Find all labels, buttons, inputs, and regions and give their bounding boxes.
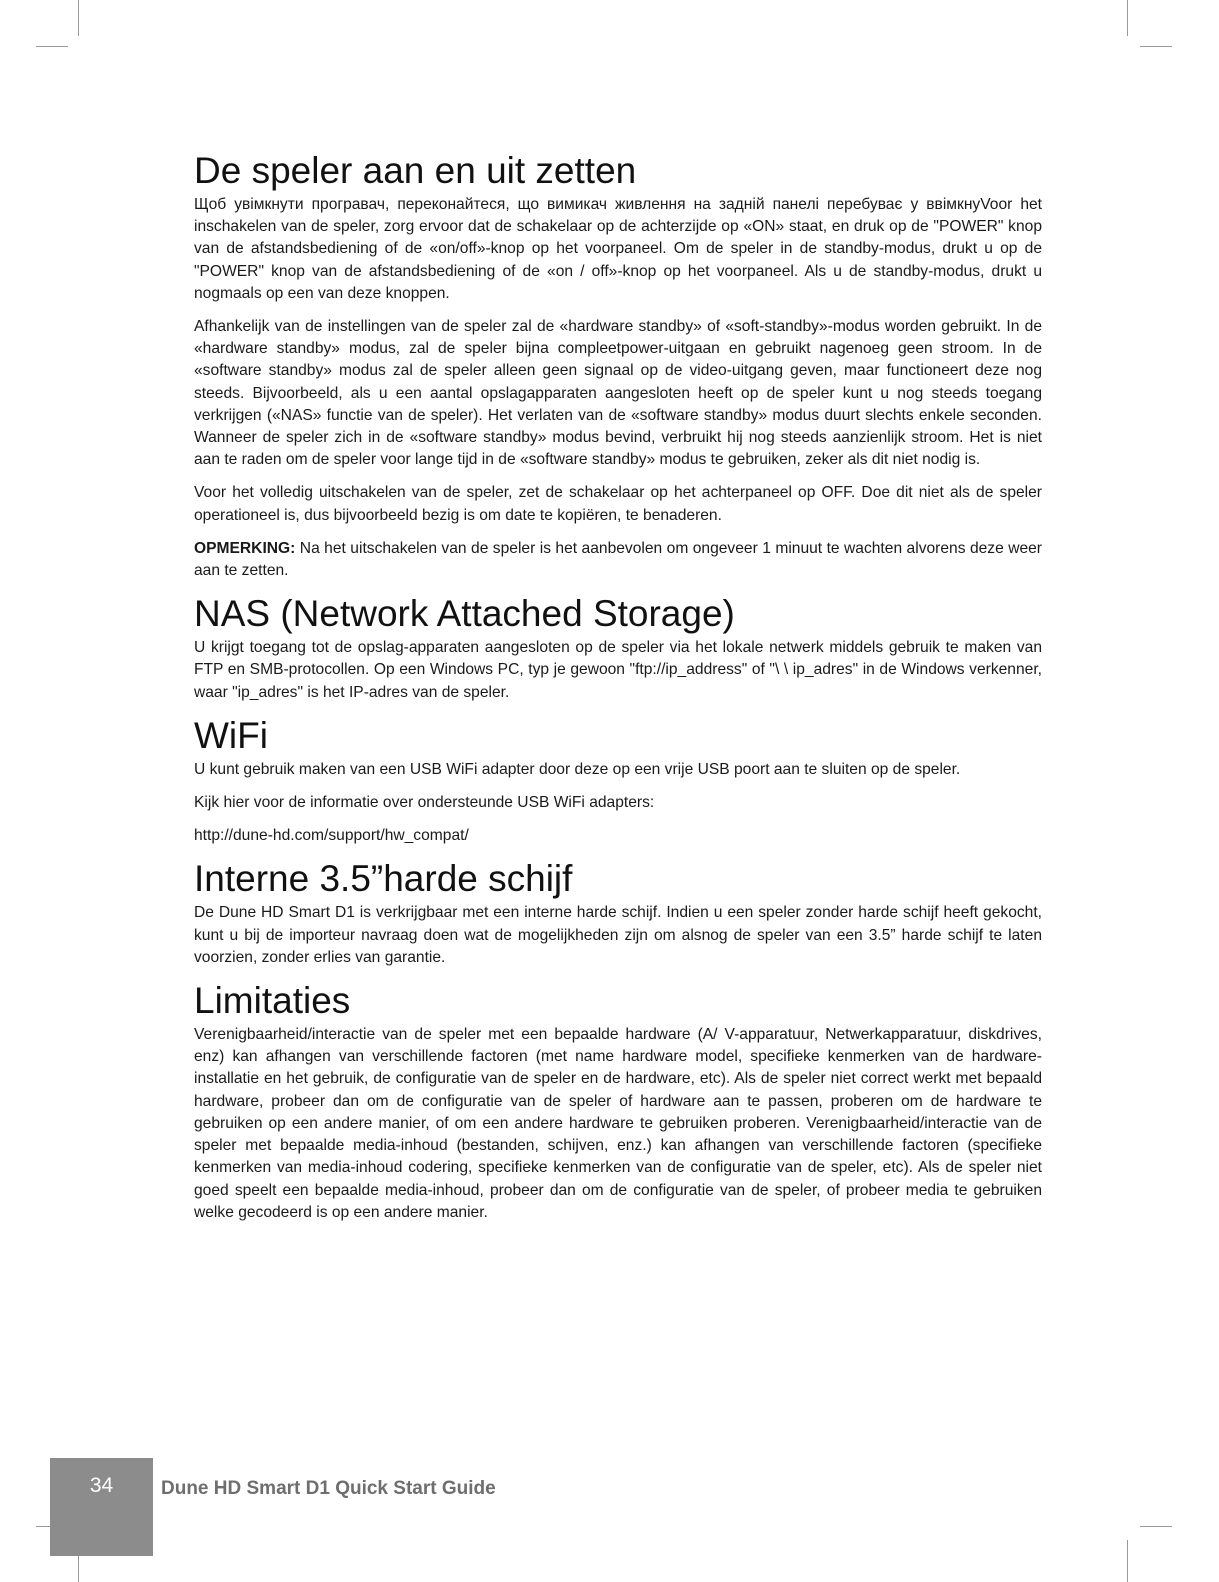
crop-mark-top-right-vertical [1127, 0, 1128, 36]
note-text: Na het uitschakelen van de speler is het aanbevolen om ongeveer 1 minuut te wachten alvorens deze weer aan te zetten. [194, 539, 1042, 580]
paragraph: Verenigbaarheid/interactie van de speler met een bepaalde hardware (A/ V-apparatuur, Netwerkapparatuur, diskdrives, enz) kan afhangen van verschillende factoren (met name hardware model, specifieke kenmerken van de hardware-installatie en het gebruik, de configuratie van de speler en de hardware, etc). Als de speler niet correct werkt met bepaald hardware, probeer dan om de configuratie van de speler of hardware aan te passen, proberen om de hardware te gebruiken op een andere manier, of om een andere hardware te gebruiken proberen. Verenigbaarheid/interactie van de speler met bepaalde media-inhoud (bestanden, schijven, enz.) kan afhangen van verschillende factoren (specifieke kenmerken van media-inhoud codering, specifieke kenmerken van de configuratie van de speler, etc). Als de speler niet goed speelt een bepaalde media-inhoud, probeer dan om de configuratie van de speler, of probeer media te gebruiken welke gecodeerd is op een andere manier. [194, 1026, 1042, 1221]
heading-power: De speler aan en uit zetten [194, 150, 637, 191]
section-nas [194, 593, 1042, 704]
crop-mark-bottom-right-horizontal [1140, 1526, 1172, 1527]
section-limitations [194, 980, 1042, 1224]
crop-mark-top-right-horizontal [1140, 46, 1172, 47]
paragraph: Kijk hier voor de informatie over ondersteunde USB WiFi adapters: [194, 794, 655, 812]
paragraph: Voor het volledig uitschakelen van de speler, zet de schakelaar op het achterpaneel op OFF. Doe dit niet als de speler operationeel is, dus bijvoorbeeld bezig is om date te kopiёren, te benaderen. [194, 484, 1042, 524]
note-paragraph [194, 538, 1042, 582]
url-text: http://dune-hd.com/support/hw_compat/ [194, 827, 469, 845]
page-number-box [50, 1458, 153, 1556]
heading-limitations: Limitaties [194, 980, 351, 1022]
paragraph: U krijgt toegang tot de opslag-apparaten aangesloten op de speler via het lokale netwerk middels gebruik te maken van FTP en SMB-protocollen. Op een Windows PC, typ je gewoon "ftp://ip_address" of "\ \ ip_adres" in de Windows verkenner, waar "ip_adres" is het IP-adres van de speler. [194, 639, 1042, 701]
section-internal-drive [194, 858, 1042, 969]
page-content [194, 150, 1042, 1235]
heading-nas: NAS (Network Attached Storage) [194, 593, 735, 635]
section-wifi [194, 715, 1042, 848]
crop-mark-top-left-horizontal [36, 46, 68, 47]
paragraph: Щоб увімкнути програвач, переконайтеся, що вимикач живлення на задній панелі перебуває у ввімкнуVoor het inschakelen van de speler, zorg ervoor dat de schakelaar op de achterzijde op «ON» staat, en druk op de "POWER" knop van de afstandsbediening of de «on/off»-knop op het voorpaneel. Om de speler in de standby-modus, drukt u op de "POWER" knop van de afstandsbediening of de «on / off»-knop op het voorpaneel. Als u de standby-modus, drukt u nogmaals op een van deze knoppen. [194, 196, 1042, 302]
note-label: OPMERKING: [194, 539, 296, 557]
page-number: 34 [89, 1474, 114, 1497]
heading-internal-drive: Interne 3.5”harde schijf [194, 858, 573, 900]
heading-wifi: WiFi [194, 714, 268, 756]
paragraph: Afhankelijk van de instellingen van de speler zal de «hardware standby» of «soft-standby»-modus worden gebruikt. In de «hardware standby» modus, zal de speler bijna compleetpower-uitgaan en gebruikt nagenoeg geen stroom. In de «software standby» modus zal de speler alleen geen signaal op de video-uitgang geven, maar functioneert deze nog steeds. Bijvoorbeeld, als u een aantal opslagapparaten aangesloten heeft op de speler kunt u nog steeds toegang verkrijgen («NAS» functie van de speler). Het verlaten van de «software standby» modus duurt slechts enkele seconden. Wanneer de speler zich in de «software standby» modus bevind, verbruikt hij nog steeds aanzienlijk stroom. Het is niet aan te raden om de speler voor lange tijd in de «software standby» modus te gebruiken, zeker als dit niet nodig is. [194, 318, 1042, 469]
paragraph: U kunt gebruik maken van een USB WiFi adapter door deze op een vrije USB poort aan te sluiten op de speler. [194, 760, 961, 778]
paragraph: De Dune HD Smart D1 is verkrijgbaar met een interne harde schijf. Indien u een speler zonder harde schijf heeft gekocht, kunt u bij de importeur navraag doen wat de mogelijkheden zijn om alsnog de speler van een 3.5” harde schijf te laten voorzien, zonder erlies van garantie. [194, 904, 1042, 966]
crop-mark-bottom-right-vertical [1127, 1540, 1128, 1582]
section-power [194, 150, 1042, 582]
crop-mark-top-left-vertical [78, 0, 79, 36]
footer-title: Dune HD Smart D1 Quick Start Guide [161, 1478, 496, 1499]
